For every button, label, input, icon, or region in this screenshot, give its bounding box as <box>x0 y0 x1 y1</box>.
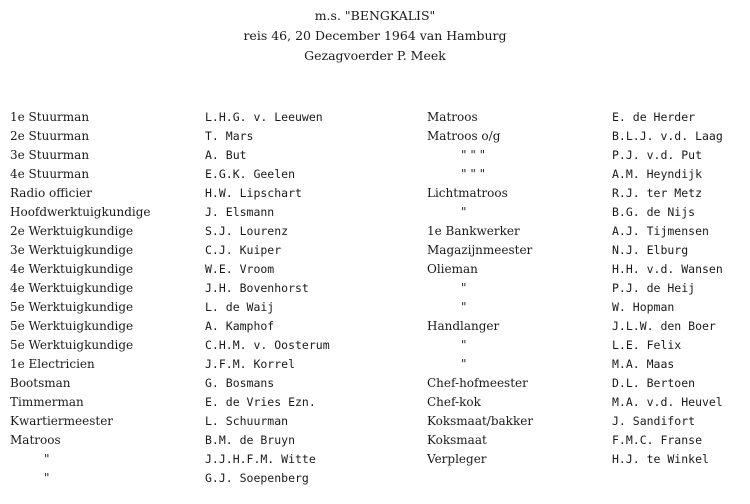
crew-name: B.G. de Nijs <box>612 205 696 219</box>
crew-name: E.G.K. Geelen <box>205 167 296 181</box>
crew-rank: 4e Werktuigkundige <box>10 281 134 295</box>
crew-name: J.H. Bovenhorst <box>205 281 309 295</box>
crew-name: J.F.M. Korrel <box>205 357 296 371</box>
crew-rank: 1e Stuurman <box>10 110 90 124</box>
crew-rank: Kwartiermeester <box>10 414 114 428</box>
crew-name: B.L.J. v.d. Laag <box>612 129 723 143</box>
crew-rank: Chef-kok <box>427 395 481 409</box>
left-rank-column <box>10 108 151 488</box>
crew-rank: 5e Werktuigkundige <box>10 319 134 333</box>
crew-name: L. Schuurman <box>205 414 289 428</box>
crew-rank: Olieman <box>427 262 478 276</box>
crew-rank: Verpleger <box>427 452 487 466</box>
crew-rank: " <box>461 205 467 219</box>
crew-name: A. Kamphof <box>205 319 275 333</box>
crew-rank: Magazijnmeester <box>427 243 533 257</box>
crew-name: D.L. Bertoen <box>612 376 696 390</box>
crew-name: E. de Herder <box>612 110 696 124</box>
crew-name: N.J. Elburg <box>612 243 689 257</box>
crew-name: C.J. Kuiper <box>205 243 282 257</box>
crew-name: A.M. Heyndijk <box>612 167 703 181</box>
crew-rank: 2e Werktuigkundige <box>10 224 134 238</box>
crew-rank: Matroos <box>10 433 61 447</box>
crew-name: P.J. v.d. Put <box>612 148 703 162</box>
captain-line: Gezagvoerder P. Meek <box>304 48 446 63</box>
crew-rank: Lichtmatroos <box>427 186 508 200</box>
crew-rank: 3e Stuurman <box>10 148 90 162</box>
ship-name: m.s. "BENGKALIS" <box>314 8 436 23</box>
right-name-column <box>612 108 723 469</box>
crew-rank: Radio officier <box>10 186 93 200</box>
crew-name: G. Bosmans <box>205 376 275 390</box>
crew-name: J. Sandifort <box>612 414 696 428</box>
crew-rank: Matroos <box>427 110 478 124</box>
crew-rank: Koksmaat <box>427 433 487 447</box>
crew-rank: 1e Electricien <box>10 357 95 371</box>
crew-name: J. Elsmann <box>205 205 275 219</box>
crew-name: L. de Waij <box>205 300 275 314</box>
crew-name: R.J. ter Metz <box>612 186 703 200</box>
crew-name: L.E. Felix <box>612 338 682 352</box>
crew-name: J.J.H.F.M. Witte <box>205 452 316 466</box>
crew-name: G.J. Soepenberg <box>205 471 309 485</box>
crew-rank: 1e Bankwerker <box>427 224 520 238</box>
crew-name: B.M. de Bruyn <box>205 433 296 447</box>
crew-rank: 5e Werktuigkundige <box>10 300 134 314</box>
crew-name: F.M.C. Franse <box>612 433 703 447</box>
crew-name: S.J. Lourenz <box>205 224 289 238</box>
right-rank-column <box>427 108 533 469</box>
crew-rank: 4e Stuurman <box>10 167 90 181</box>
crew-rank: 3e Werktuigkundige <box>10 243 134 257</box>
crew-name: M.A. v.d. Heuvel <box>612 395 723 409</box>
crew-name: A.J. Tijmensen <box>612 224 709 238</box>
crew-rank: Timmerman <box>10 395 84 409</box>
crew-rank: Chef-hofmeester <box>427 376 528 390</box>
crew-name: P.J. de Heij <box>612 281 696 295</box>
crew-name: E. de Vries Ezn. <box>205 395 316 409</box>
crew-rank: " " " <box>461 148 486 162</box>
left-name-column <box>205 108 330 488</box>
crew-name: H.J. te Winkel <box>612 452 709 466</box>
crew-name: J.L.W. den Boer <box>612 319 716 333</box>
crew-rank: " <box>44 452 50 466</box>
crew-rank: 4e Werktuigkundige <box>10 262 134 276</box>
crew-name: H.H. v.d. Wansen <box>612 262 723 276</box>
crew-rank: 5e Werktuigkundige <box>10 338 134 352</box>
crew-rank: " <box>461 300 467 314</box>
crew-rank: " <box>461 281 467 295</box>
crew-name: L.H.G. v. Leeuwen <box>205 110 323 124</box>
document-header <box>0 6 750 66</box>
crew-name: H.W. Lipschart <box>205 186 302 200</box>
crew-rank: " <box>461 338 467 352</box>
crew-rank: 2e Stuurman <box>10 129 90 143</box>
crew-name: T. Mars <box>205 129 254 143</box>
crew-rank: Handlanger <box>427 319 500 333</box>
crew-rank: " <box>44 471 50 485</box>
crew-name: A. But <box>205 148 247 162</box>
crew-name: W. Hopman <box>612 300 675 314</box>
crew-rank: Koksmaat/bakker <box>427 414 534 428</box>
crew-name: M.A. Maas <box>612 357 675 371</box>
crew-name: W.E. Vroom <box>205 262 275 276</box>
crew-rank: Hoofdwerktuigkundige <box>10 205 151 219</box>
voyage-line: reis 46, 20 December 1964 van Hamburg <box>243 28 507 43</box>
crew-rank: " <box>461 357 467 371</box>
crew-rank: Bootsman <box>10 376 71 390</box>
crew-rank: " " " <box>461 167 486 181</box>
crew-name: C.H.M. v. Oosterum <box>205 338 330 352</box>
crew-rank: Matroos o/g <box>427 129 501 143</box>
